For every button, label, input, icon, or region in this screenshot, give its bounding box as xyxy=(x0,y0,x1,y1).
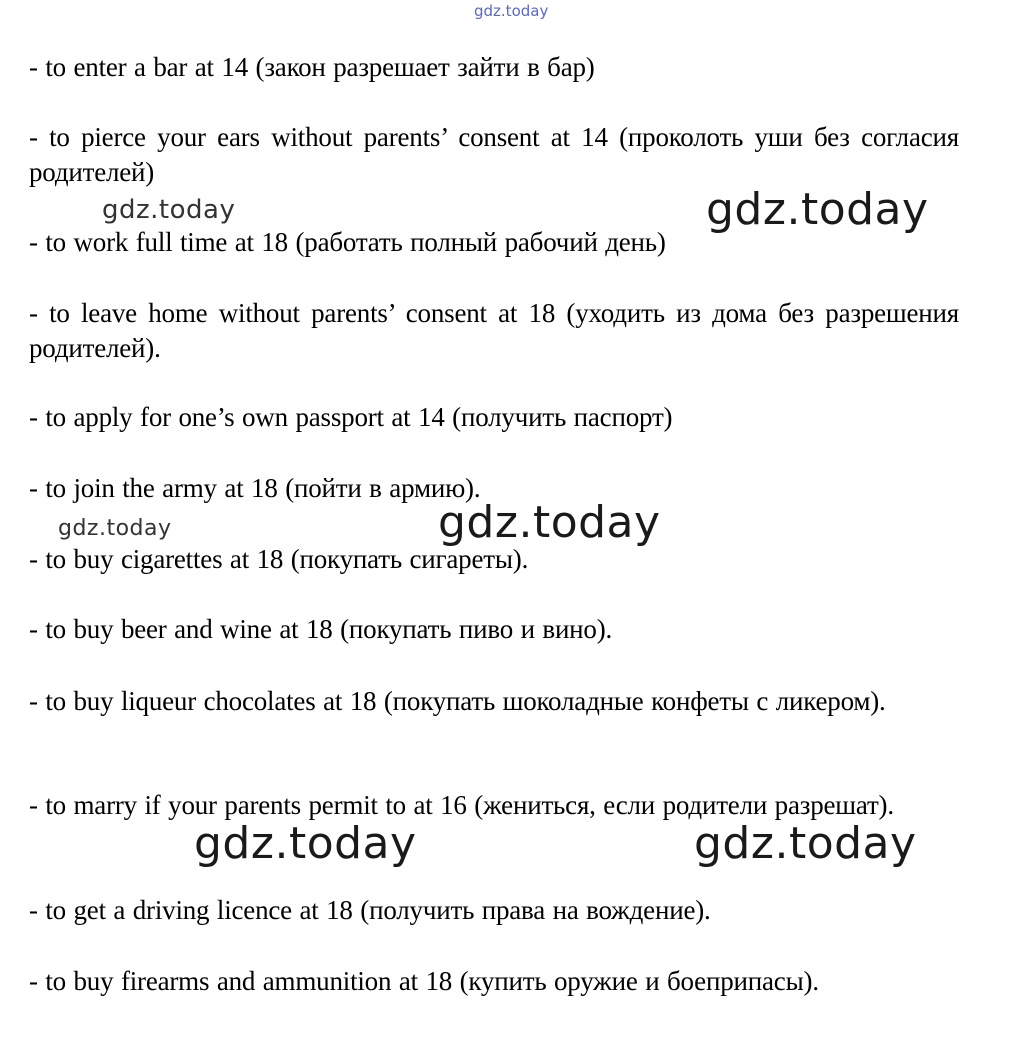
list-item: - to join the army at 18 (пойти в армию). xyxy=(29,473,481,503)
watermark: gdz.today xyxy=(194,818,417,869)
list-item: - to work full time at 18 (работать полный рабочий день) xyxy=(29,227,666,257)
list-item: - to get a driving licence at 18 (получить права на вождение). xyxy=(29,895,711,925)
watermark: gdz.today xyxy=(438,497,661,548)
list-item: - to buy liqueur chocolates at 18 (покупать шоколадные конфеты с ликером). xyxy=(29,686,886,716)
header-watermark: gdz.today xyxy=(474,2,549,20)
watermark: gdz.today xyxy=(58,516,172,541)
list-item: - to buy firearms and ammunition at 18 (купить оружие и боеприпасы). xyxy=(29,966,819,996)
watermark: gdz.today xyxy=(102,195,236,225)
watermark: gdz.today xyxy=(706,184,929,235)
list-item: - to pierce your ears without parents’ consent at 14 (проколоть уши без согласия родителей) xyxy=(29,122,959,187)
list-item: - to buy cigarettes at 18 (покупать сигареты). xyxy=(29,544,529,574)
list-item: - to apply for one’s own passport at 14 (получить паспорт) xyxy=(29,402,673,432)
list-item: - to enter a bar at 14 (закон разрешает зайти в бар) xyxy=(29,52,595,82)
list-item: - to leave home without parents’ consent at 18 (уходить из дома без разрешения родителей). xyxy=(29,298,959,363)
list-item: - to marry if your parents permit to at 16 (жениться, если родители разрешат). xyxy=(29,790,894,820)
list-item: - to buy beer and wine at 18 (покупать пиво и вино). xyxy=(29,614,613,644)
watermark: gdz.today xyxy=(694,818,917,869)
